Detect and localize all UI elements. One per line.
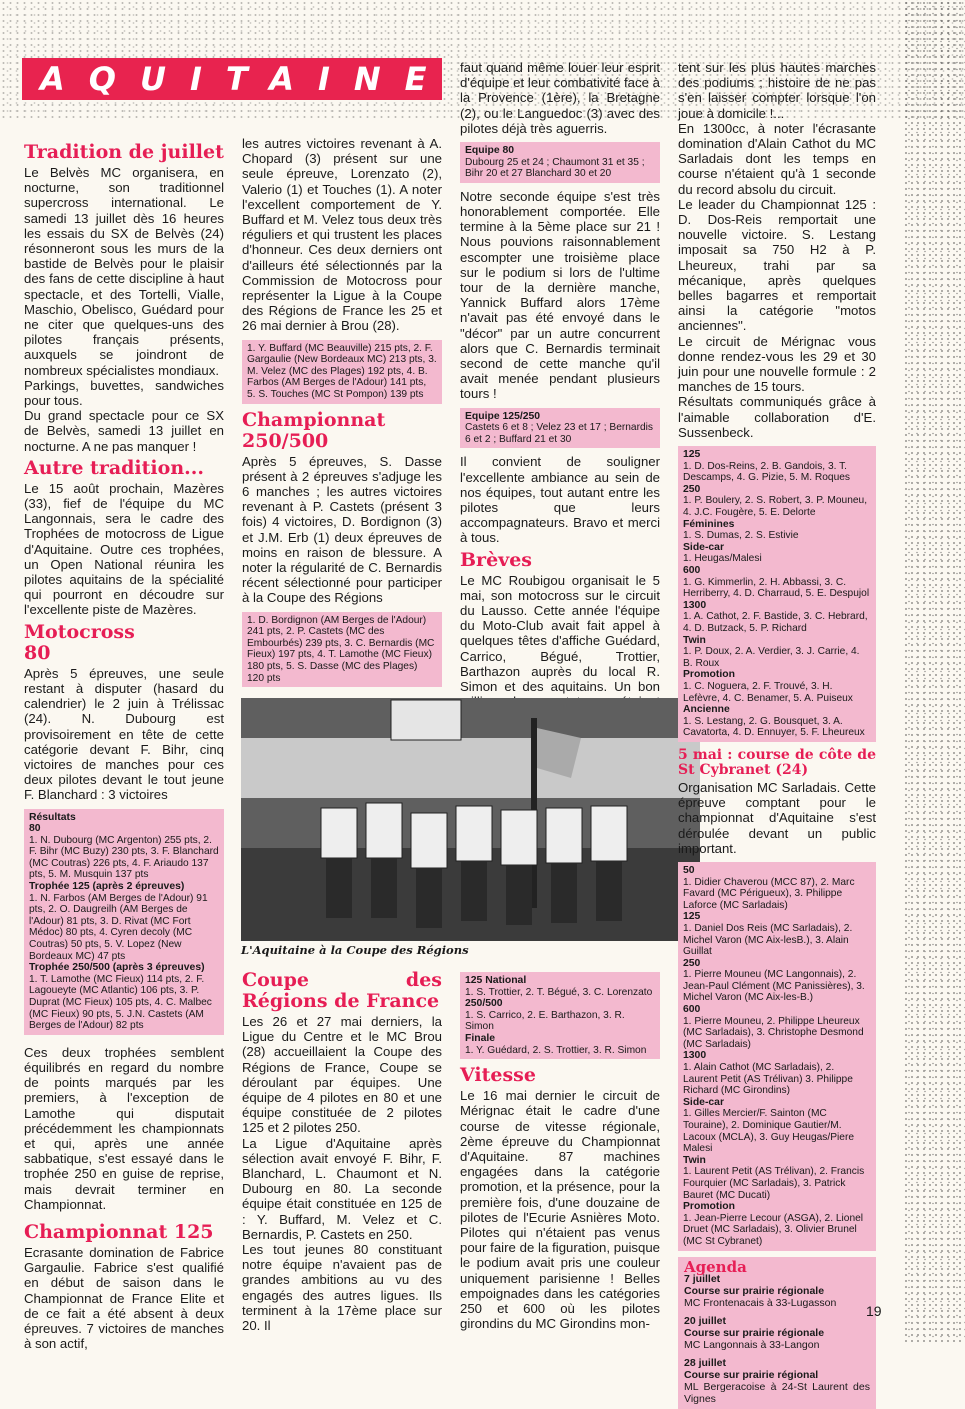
para-ambiance: Il convient de souligner l'excellente ambiance au sein de nos équipes, tout autant entre les pilotes que leurs accompagnateurs. Bravo et merci à tous. (460, 454, 660, 546)
cres-value: 1. Alain Cathot (MC Sarladais), 2. Laurent Petit (AS Trélivan) 3. Philippe Richard (MC Girondins) (683, 1062, 853, 1097)
cres-label: 250 (683, 957, 701, 969)
para-leader: Le leader du Championnat 125 : D. Dos-Reis remportait une nouvelle victoire. S. Lestang imposait sa 750 H2 à P. Lheureux, trahi par sa mécanique, après quelques belles bagarres et remportait ainsi la catégorie "motos anciennes". (678, 196, 876, 334)
para-col3-top: faut quand même louer leur esprit d'équipe et leur combativité face à la Provence (1ère), la Bretagne (2), ou le Languedoc (3) avec des pilotes déjà très aguerris. (460, 60, 660, 136)
results-box-250: 1. D. Bordignon (AM Berges de l'Adour) 241 pts, 2. P. Castets (MC des Embourbés) 239 pts, 3. C. Bernardis (MC Fieux) 197 pts, 4. T. Lamothe (MC Fieux) 180 pts, 5. S. Dasse (MC des Plages) 120 pts (242, 612, 442, 688)
vres-row (683, 600, 871, 635)
box-80-label: 80 (29, 823, 41, 835)
vres-row (683, 635, 871, 670)
agenda-date: 28 juillet (684, 1356, 727, 1369)
cres-row (683, 1050, 871, 1096)
vitesse-results-box (678, 446, 876, 742)
vres-label: 250 (683, 483, 701, 495)
cres-value: 1. Pierre Mouneu, 2. Philippe Lheureux (MC Sarladais), 3. Christophe Desmond (MC Sarladais) (683, 1015, 864, 1050)
heading-autre: Autre tradition... (24, 456, 204, 479)
column-3 (460, 60, 660, 725)
vres-value: 1. P. Doux, 2. A. Verdier, 3. J. Carrie, 4. B. Roux (683, 646, 860, 669)
column-3-lower (460, 966, 660, 1331)
box-t250-results: 1. T. Lamothe (MC Fieux) 114 pts, 2. F. Lagoueyte (MC Atlantic) 106 pts, 3. P. Duprat (MC Fieux) 105 pts, 4. C. Malbec (MC Fieux) 90 pts, 5. J.N. Castets (AM Berges de l'Adour) 82 pts (29, 973, 212, 1032)
para-cote: Organisation MC Sarladais. Cette épreuve comptant pour le championnat d'Aquitaine s'est déroulée devant un public important. (678, 779, 876, 856)
cote-results-box (678, 862, 876, 1251)
agenda-course: Course sur prairie régionale (684, 1326, 825, 1339)
cres-value: 1. Didier Chaverou (MCC 87), 2. Marc Favard (MC Périgueux), 3. Philippe Laforce (MC Sarladais) (683, 876, 855, 911)
agenda-location: MC Langonnais à 33-Langon (684, 1338, 820, 1351)
cres-label: 50 (683, 864, 695, 876)
agenda-date: 20 juillet (684, 1314, 727, 1327)
vres-value: 1. A. Cathot, 2. F. Bastide, 3. C. Hebrard, 4. D. Butzack, 5. P. Richard (683, 611, 868, 634)
vres-value: 1. G. Kimmerlin, 2. H. Abbassi, 3. C. Herriberry, 4. D. Charraud, 5. E. Despujol (683, 576, 870, 600)
cres-label: 600 (683, 1004, 701, 1016)
team-80-label: Equipe 80 (465, 145, 515, 157)
para-grand: Du grand spectacle pour ce SX de Belvès, samedi 13 juillet en nocturne. A ne pas manquer ! (24, 408, 224, 454)
results-box-motocross (24, 809, 224, 1035)
box-t250-label: Trophée 250/500 (après 3 épreuves) (29, 962, 205, 974)
vres-value: 1. Heugas/Malesi (683, 553, 762, 565)
column-2 (242, 136, 442, 693)
heading-champ250: Championnat 250/500 (242, 408, 386, 452)
cres-label: 125 (683, 911, 701, 923)
heading-champ125: Championnat 125 (24, 1221, 214, 1244)
para-1300: En 1300cc, à noter l'écrasante domination d'Alain Cathot du MC Sarladais dont les temps en course n'étaient qu'à 1 seconde du record absolu du circuit. (678, 120, 876, 197)
para-coupe2: La Ligue d'Aquitaine après sélection avait envoyé F. Bihr, F. Blanchard, L. Chaumont et N. Dubourg en 80. La seconde équipe était constituée en 125 de : Y. Buffard, M. Velez et C. Bernardis, P. Castets en 250. (242, 1135, 442, 1242)
para-breves: Le MC Roubigou organisait le 5 mai, son motocross sur le circuit du Lausso. Cette année l'équipe du Moto-Club avait fait appel à quelques têtes d'affiche Guédard, Carrico, Bégué, Trottier, Barthazon auprès du local R. Simon et des aquitains. Un bon (460, 572, 660, 695)
photo-caption: L'Aquitaine à la Coupe des Régions (241, 943, 469, 957)
agenda-course: Course sur prairie régionale (684, 1284, 825, 1297)
cres-label: Twin (683, 1154, 706, 1166)
cres-value: 1. Pierre Mouneu (MC Langonnais), 2. Jean-Paul Clément (MC Panissières), 3. Michel Varon (MC Aix-les-B.) (683, 969, 865, 1004)
agenda-location: MC Frontenacais à 33-Lugasson (684, 1296, 837, 1309)
agenda-box (678, 1257, 876, 1409)
agenda-course: Course sur prairie régional (684, 1368, 819, 1381)
vres-value: 1. S. Dumas, 2. S. Estivie (683, 530, 799, 542)
cres-value: 1. Gilles Mercier/F. Sainton (MC Touraine), 2. Dominique Gautier/M. Lacoux (MCLA), 3. Guy Heugas/Piere Malesi (683, 1108, 854, 1155)
para-coupe3: Les tout jeunes 80 constituant notre équipe n'avaient pas de grandes ambitions au vu des engagés des autres ligues. Ils terminent à la 17ème place sur 20. Il (242, 1242, 442, 1334)
heading-vitesse: Vitesse (460, 1064, 536, 1087)
nat-label: 125 National (465, 975, 527, 986)
r250-label: 250/500 (465, 998, 503, 1010)
nat-results: 1. S. Trottier, 2. T. Bégué, 3. C. Lorenzato (465, 986, 653, 998)
para-resultats: Résultats communiqués grâce à l'aimable collaboration d'E. Sussenbeck. (678, 394, 876, 440)
banner-title: AQUITAINE (40, 60, 451, 98)
vres-row (683, 565, 871, 600)
agenda-item (684, 1357, 870, 1405)
agenda-location: ML Bergeracoise à 24-St Laurent des Vignes (684, 1380, 870, 1405)
breves-results-box (460, 972, 660, 1059)
page-number: 19 (866, 1303, 882, 1319)
team-80-results: Dubourg 25 et 24 ; Chaumont 31 et 35 ; Bihr 20 et 27 Blanchard 30 et 20 (465, 156, 645, 180)
cres-label: 1300 (683, 1050, 707, 1062)
box-t125-label: Trophée 125 (après 2 épreuves) (29, 881, 185, 893)
column-4 (678, 60, 876, 1409)
para-champ125: Ecrasante domination de Fabrice Gargaulie. Fabrice s'est qualifié en début de saison dans le Championnat de France Elite et de ce fait a été absent à deux épreuves. 7 victoires de manches à son actif, (24, 1245, 224, 1352)
para-autre: Le 15 août prochain, Mazères (33), fief de l'équipe du MC Langonnais, sera le cadre des Trophées de motocross de Ligue d'Aquitaine. Outre ces trophées, un Open National réunira les pilotes aquitains de la spécialité qui pourront en découdre sur l'excellente piste de Mazères. (24, 480, 224, 618)
cres-row (683, 958, 871, 1004)
para-merignac: Le circuit de Mérignac vous donne rendez-vous les 29 et 30 juin pour une nouvelle formule : 2 manches de 15 tours. (678, 333, 876, 395)
box-t125-results: 1. N. Farbos (AM Berges de l'Adour) 91 pts, 2. O. Daugreilh (AM Berges de l'Adour) 81 pts, 3. D. Rivat (MC Fort Médoc) 80 pts, 4. Cyren decoly (MC Coutras) 50 pts, 5. V. Lopez (New Bordeaux MC) 47 pts (29, 892, 208, 962)
para-coupe1: Les 26 et 27 mai derniers, la Ligue du Centre et le MC Brou (28) accueillaient la Coupe des Régions de France, Coupe se déroulant par équipes. Une équipe de 4 pilotes en 80 et une équipe constituée de 2 pilotes 125 et 2 pilotes 250. (242, 1014, 442, 1136)
vres-label: 1300 (683, 599, 707, 611)
vres-row (683, 484, 871, 519)
vres-row (683, 542, 871, 565)
heading-coupe: Coupe des Régions de France (242, 969, 442, 1012)
agenda-item (684, 1273, 870, 1309)
vres-label: Promotion (683, 669, 735, 681)
cres-row (683, 1004, 871, 1050)
agenda-item (684, 1315, 870, 1351)
team-box-80 (460, 142, 660, 183)
team-box-125 (460, 408, 660, 449)
vres-label: 600 (683, 565, 701, 577)
box-80-results: 1. N. Dubourg (MC Argenton) 255 pts, 2. F. Bihr (MC Buzy) 230 pts, 3. F. Blanchard (MC Coutras) 226 pts, 4. F. Ariaudo 137 pts, 5. M. Musquin 137 pts (29, 834, 219, 881)
para-vitesse: Le 16 mai dernier le circuit de Mérignac était le cadre d'une course de vitesse régionale, 2ème épreuve du Championnat d'Aquitaine. 87 machines engagées dans la catégorie promotion, et la présence, pour la première fois, d'une douzaine de pilotes de l'Ecurie Asnières Moto. Pilotes qui n'étaient pas venus pour faire de la figuration, puisque le podium avait pris une couleur uniquement parisienne ! Belles empoignades dans les catégories 250 et 600 où les pilotes girondins du MC Girondins mon- (460, 1088, 660, 1332)
finale-label: Finale (465, 1032, 496, 1044)
cres-value: 1. Daniel Dos Reis (MC Sarladais), 2. Michel Varon (MC Aix-lesB.), 3. Alain Guillat (683, 922, 853, 958)
cres-row (683, 865, 871, 911)
speckle-border-right (903, 0, 965, 1342)
vres-row (683, 519, 871, 542)
vres-value: 1. C. Noguera, 2. F. Trouvé, 3. H. Lefèvre, 4. C. Benamer, 5. A. Puiseux (683, 680, 853, 704)
para-col2-top: les autres victoires revenant à A. Chopard (3) présent sur une seule épreuve, Lorenzato (2), Valerio (1) et Touches (1). A noter l'excellent comportement de Y. Buffard et M. Velez tous deux très réguliers et qui trustent les places d'honneur. Ces deux derniers ont d'ailleurs été sélectionnés par la Commission de Motocross pour représenter la Ligue à la Coupe des Régions de France les 25 et 26 mai dernier à Brou (28). (242, 136, 442, 334)
para-parkings: Parkings, buvettes, sandwiches pour tous. (24, 377, 224, 409)
cres-value: 1. Laurent Petit (AS Trélivan), 2. Francis Fourquier (MC Sarladais), 3. Patrick Bauret (MC Ducati) (683, 1166, 865, 1201)
cres-value: 1. Jean-Pierre Lecour (ASGA), 2. Lionel Druet (MC Sarladais), 3. Olivier Brunel (MC St Cybranet) (683, 1212, 864, 1247)
column-1 (24, 138, 224, 1351)
team-125-label: Equipe 125/250 (465, 410, 541, 422)
agenda-date: 7 juillet (684, 1272, 721, 1285)
cres-row (683, 911, 871, 957)
team-125-results: Castets 6 et 8 ; Velez 23 et 17 ; Bernardis 6 et 2 ; Buffard 21 et 30 (465, 422, 654, 445)
heading-cote: 5 mai : course de côte de St Cybranet (24) (678, 746, 876, 778)
heading-tradition: Tradition de juillet (24, 141, 224, 163)
results-box-125: 1. Y. Buffard (MC Beauville) 215 pts, 2. F. Gargaulie (New Bordeaux MC) 213 pts, 3. M. Velez (MC des Plages) 192 pts, 4. B. Farbos (AM Berges de l'Adour) 141 pts, 5. S. Touches (MC St Pompon) 139 pts (242, 340, 442, 404)
vres-row (683, 669, 871, 704)
cres-row (683, 1097, 871, 1155)
vres-label: Twin (683, 634, 706, 646)
cres-row (683, 1201, 871, 1247)
para-champ250: Après 5 épreuves, S. Dasse présent à 2 épreuves s'adjuge les 6 manches ; les autres victoires revenant à P. Castets (présent 3 fois) 4 victoires, D. Bordignon (3) et J.M. Erb (1) deux épreuves de moins en raison de blessure. A noter la régularité de C. Bernardis récent sélectionné pour participer à la Coupe des Régions (242, 453, 442, 606)
vres-label: 125 (683, 449, 701, 461)
para-col4-top: tent sur les plus hautes marches des podiums ; histoire de ne pas s'en laisser compter lorsque l'on joue à domicile !... (678, 60, 876, 121)
vres-value: 1. S. Lestang, 2. G. Bousquet, 3. A. Cavatorta, 4. D. Ennuyer, 5. F. Lheureux (683, 715, 865, 739)
vres-row (683, 704, 871, 739)
column-2-lower (242, 966, 442, 1333)
section-banner (22, 58, 451, 100)
vres-label: Féminines (683, 518, 735, 530)
finale-results: 1. Y. Guédard, 2. S. Trottier, 3. R. Simon (465, 1044, 647, 1056)
box-title: Résultats (29, 811, 76, 823)
team-photo-illustration (241, 698, 700, 941)
cres-label: Promotion (683, 1201, 735, 1213)
heading-motocross: Motocross 80 (24, 620, 135, 664)
vres-value: 1. D. Dos-Reins, 2. B. Gandois, 3. T. Descamps, 4. G. Pizie, 5. M. Roques (683, 460, 851, 484)
para-motocross: Après 5 épreuves, une seule restant à disputer (hasard du calendrier) le 2 juin à Trélissac (24). N. Dubourg est provisoirement en tête de cette catégorie devant F. Bihr, cinq victoires de manches pour ces deux pilotes devant le tout jeune F. Blanchard : 3 victoires (24, 665, 224, 803)
cres-row (683, 1155, 871, 1201)
vres-label: Ancienne (683, 704, 730, 716)
para-seconde: Notre seconde équipe s'est très honorablement comportée. Elle termine à la 5ème place sur 21 ! Nous pouvions raisonnablement escompter une troisième place sur le podium si lors de l'ultime tour de la dernière manche, Yannick Buffard alors 17ème n'avait pas été envoyé dans le "décor" par un autre concurrent alors que C. Bernardis terminait second de cette manche qu'il avait menée pendant plusieurs tours ! (460, 188, 660, 402)
r250-results: 1. S. Carrico, 2. E. Barthazon, 3. R. Simon (465, 1009, 625, 1033)
para-tradition: Le Belvès MC organisera, en nocturne, son traditionnel supercross international. Le samedi 13 juillet dès 16 heures les essais du SX de Belvès (24) résonneront sous les murs de la bastide de Belvès pour le plaisir des fans de cette discipline à haut spectacle, et des Tortelli, Vialle, Maschio, Obelisco, Guédard pour ne citer que quelques-uns des pilotes français présents, auxquels se joindront de nombreux spécialistes mondiaux. (24, 165, 224, 378)
agenda-title: Agenda (684, 1257, 747, 1276)
vres-value: 1. P. Boulery, 2. S. Robert, 3. P. Mouneu, 4. J.C. Fougère, 5. E. Delorte (683, 495, 868, 519)
vres-label: Side-car (683, 541, 725, 553)
para-trophees: Ces deux trophées semblent équilibrés en regard du nombre de points marqués par les premiers, à l'exception de Lamothe qui disputait précédemment les championnats et qui, après une année sabbatique, s'est essayé dans le trophée 250 en guise de reprise, mais devrait terminer en Championnat. (24, 1044, 224, 1212)
heading-breves: Brèves (460, 548, 532, 571)
team-photo (241, 698, 700, 941)
vres-row (683, 449, 871, 484)
cres-label: Side-car (683, 1096, 725, 1108)
